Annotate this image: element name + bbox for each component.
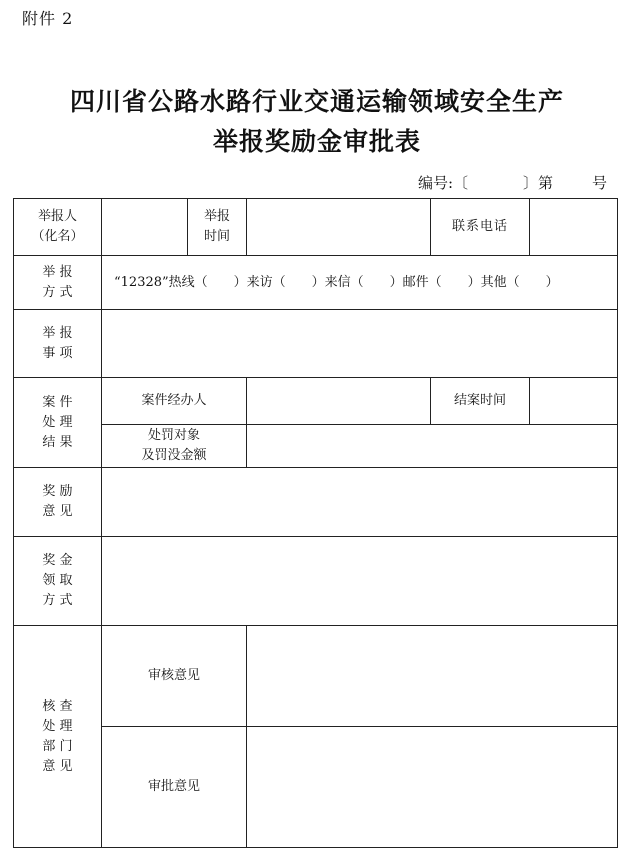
- review-dept-label-line-1: 核 查: [42, 698, 73, 714]
- case-handler-label: 案件经办人: [141, 393, 207, 408]
- review-dept-label-cell: [13, 625, 102, 848]
- report-method-label-cell: [13, 255, 102, 310]
- reward-collection-label-cell: [13, 536, 102, 626]
- reward-collection-label-line-2: 领 取: [42, 573, 73, 588]
- audit-opinion-label-cell: [101, 625, 247, 727]
- reporter-label-line-2: （化名）: [31, 229, 84, 244]
- contact-phone-label: 联系电话: [451, 219, 508, 234]
- report-method-options: “12328”热线（ ）来访（ ）来信（ ）邮件（ ）其他（ ）: [114, 274, 559, 290]
- review-dept-label-line-2: 处 理: [42, 718, 73, 734]
- report-time-value-cell[interactable]: [246, 198, 431, 256]
- approval-opinion-label-cell: [101, 726, 247, 848]
- serial-prefix: 编号:〔: [418, 174, 469, 192]
- reporter-label-line-1: 举报人: [37, 209, 77, 224]
- penalty-label-line-1: 处罚对象: [147, 428, 200, 443]
- case-close-time-label: 结案时间: [453, 393, 506, 408]
- approval-opinion-value-cell[interactable]: [246, 726, 618, 848]
- report-matter-label-cell: [13, 309, 102, 378]
- case-result-label-line-2: 处 理: [42, 414, 73, 430]
- case-result-label-line-3: 结 果: [42, 434, 73, 450]
- reward-collection-label-line-1: 奖 金: [42, 553, 73, 568]
- penalty-label-cell: [101, 424, 247, 468]
- contact-phone-value-cell[interactable]: [529, 198, 618, 256]
- audit-opinion-label: 审核意见: [147, 668, 200, 683]
- penalty-label-line-2: 及罚没金额: [141, 448, 207, 463]
- report-method-label-line-2: 方 式: [42, 284, 73, 300]
- reward-opinion-label-cell: [13, 467, 102, 537]
- approval-opinion-label: 审批意见: [147, 779, 200, 794]
- reward-collection-label-line-3: 方 式: [42, 593, 73, 608]
- case-close-time-label-cell: [430, 377, 530, 425]
- reward-opinion-label-line-1: 奖 励: [42, 484, 73, 499]
- report-method-label-line-1: 举 报: [42, 264, 73, 280]
- report-time-label-cell: [187, 198, 247, 256]
- reward-opinion-label-line-2: 意 见: [42, 504, 73, 519]
- serial-middle: 〕第: [523, 174, 554, 192]
- report-time-label-line-1: 举报: [203, 209, 230, 224]
- review-dept-label-line-4: 意 见: [42, 758, 73, 774]
- page-title-line-1: 四川省公路水路行业交通运输领域安全生产: [69, 87, 564, 116]
- contact-phone-label-cell: [430, 198, 530, 256]
- reporter-label-cell: [13, 198, 102, 256]
- page-title-line-2: 举报奖励金审批表: [212, 127, 421, 156]
- annex-label: 附件 2: [22, 9, 74, 28]
- case-result-label-cell: [13, 377, 102, 468]
- case-close-time-value-cell[interactable]: [529, 377, 618, 425]
- report-matter-label-line-1: 举 报: [42, 325, 73, 341]
- report-matter-label-line-2: 事 项: [42, 345, 73, 361]
- reward-collection-value-cell[interactable]: [101, 536, 618, 626]
- report-method-options-cell[interactable]: [101, 255, 618, 310]
- report-matter-value-cell[interactable]: [101, 309, 618, 378]
- report-time-label-line-2: 时间: [203, 229, 230, 244]
- serial-suffix: 号: [592, 174, 608, 192]
- review-dept-label-line-3: 部 门: [42, 738, 73, 754]
- reporter-value-cell[interactable]: [101, 198, 188, 256]
- case-result-label-line-1: 案 件: [42, 394, 73, 410]
- case-handler-value-cell[interactable]: [246, 377, 431, 425]
- reward-opinion-value-cell[interactable]: [101, 467, 618, 537]
- penalty-value-cell[interactable]: [246, 424, 618, 468]
- case-handler-label-cell: [101, 377, 247, 425]
- audit-opinion-value-cell[interactable]: [246, 625, 618, 727]
